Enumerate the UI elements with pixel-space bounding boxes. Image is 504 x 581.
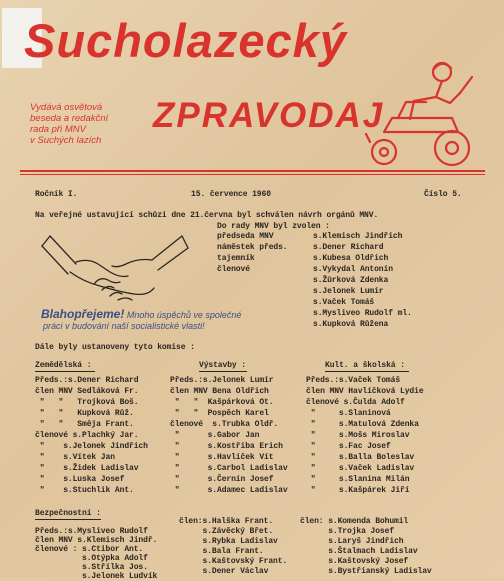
member-line: s.Trojka Josef (300, 527, 395, 536)
masthead-subtitle: ZPRAVODAJ (153, 96, 385, 135)
member-line: s.Kaštovský Josef (300, 557, 409, 566)
member-line: " s.Adamec Ladislav (170, 486, 288, 495)
council-name: s.Vaček Tomáš (313, 298, 375, 307)
tractor-driver-icon (362, 58, 484, 170)
council-name: s.Jelonek Lumír (313, 287, 384, 296)
congrats-big: Blahopřejeme! (41, 307, 125, 321)
member-line: " s.Jelonek Jindřich (35, 442, 148, 451)
member-line: s.Bala Frant. (179, 547, 264, 556)
member-line: Předs.:s.Dener Richard (35, 376, 139, 385)
issue-volume: Ročník I. (35, 190, 78, 199)
commission-heading-bezpecnostni: Bezpečnostní : (35, 509, 101, 518)
member-line: s.Bystřianský Ladislav (300, 567, 432, 576)
member-line: členové s.Plachký Jar. (35, 431, 139, 440)
member-line: s.Laryš Jindřich (300, 537, 404, 546)
council-name: s.Kubesa Oldřich (313, 254, 389, 263)
member-line: členové s.Čulda Adolf (306, 398, 405, 407)
congrats-line2: práci v budování naší socialistické vlasti! (43, 321, 205, 331)
member-line: " " Trojková Boš. (35, 398, 139, 407)
member-line: " s.Slaninová (306, 409, 391, 418)
member-line: " s.Matulová Zdenka (306, 420, 419, 429)
member-line: člen: s.Komenda Bohumil (300, 517, 409, 526)
commissions-intro: Dále byly ustanoveny tyto komise : (35, 343, 195, 352)
congrats-rest: Mnoho úspěchů ve společné (124, 310, 242, 320)
member-line: " s.Mošs Miroslav (306, 431, 410, 440)
commission-heading-kulturni: Kult. a školská : (325, 361, 405, 370)
member-line: " s.Carbol Ladislav (170, 464, 288, 473)
member-line: Předs.:s.Mysliveo Rudolf (35, 527, 148, 536)
member-line: členové s.Trubka Oldř. (170, 420, 279, 429)
member-line: " " Kupková Růž. (35, 409, 134, 418)
member-line: " s.Stuchlik Ant. (35, 486, 134, 495)
member-line: Předs.:s.Jelonek Lumír (170, 376, 274, 385)
member-line: člen:s.Halška Frant. (179, 517, 274, 526)
member-line: " s.Balla Boleslav (306, 453, 415, 462)
member-line: člen MNV Bena Oldřich (170, 387, 269, 396)
council-name: s.Žůrková Zdenka (313, 276, 389, 285)
member-line: s.Kaštovský Frant. (179, 557, 288, 566)
member-line: " s.Slanina Milán (306, 475, 410, 484)
member-line: " s.Gabor Jan (170, 431, 260, 440)
handshake-icon (40, 228, 190, 308)
member-line: " s.Vaček Ladislav (306, 464, 415, 473)
member-line: členové : s.Ctibor Ant. (35, 545, 144, 554)
intro-line: Na veřejné ustavující schůzi dne 21.června byl schválen návrh orgánů MNV. (35, 211, 379, 220)
member-line: " s.Havlíček Vít (170, 453, 274, 462)
heading-underline (35, 371, 95, 372)
member-line: " s.Židek Ladislav (35, 464, 139, 473)
heading-underline (325, 371, 409, 372)
member-line: člen MNV s.Klemisch Jindř. (35, 536, 158, 545)
member-line: " s.Fac Josef (306, 442, 391, 451)
masthead-rule (20, 170, 485, 172)
issue-number: Číslo 5. (424, 190, 462, 199)
member-line: s.Rybka Ladislav (179, 537, 278, 546)
council-role: náměstek předs. (217, 243, 288, 252)
member-line: " s.Vítek Jan (35, 453, 115, 462)
member-line: s.Jelonek Ludvík (35, 572, 158, 581)
commission-heading-vystavby: Výstavby : (199, 361, 247, 370)
member-line: " " Směja Frant. (35, 420, 134, 429)
member-line: " " Kašpárková Ot. (170, 398, 274, 407)
council-role: členové (217, 265, 250, 274)
member-line: s.Závěcký Břet. (179, 527, 274, 536)
masthead-rule-thin (20, 174, 485, 175)
heading-underline (35, 519, 101, 520)
heading-underline (199, 371, 247, 372)
member-line: s.Střílka Jos. (35, 563, 148, 572)
congrats-note (41, 309, 241, 332)
council-name: s.Mysliveo Rudolf ml. (313, 309, 412, 318)
council-role: předseda MNV (217, 232, 274, 241)
masthead-title: Sucholazecký (24, 14, 347, 67)
council-role: tajemník (217, 254, 255, 263)
commission-heading-zemedelska: Zemědělská : (35, 361, 92, 370)
member-line: Předs.:s.Vaček Tomáš (306, 376, 401, 385)
publisher-note: Vydává osvětová beseda a redakční rada při MNV v Suchých lazích (30, 102, 109, 146)
member-line: s.Dener Václav (179, 567, 269, 576)
council-name: s.Kupková Růžena (313, 320, 389, 329)
council-heading: Do rady MNV byl zvolen : (217, 222, 330, 231)
member-line: " s.Luska Josef (35, 475, 125, 484)
member-line: člen MNV Havlíčková Lydie (306, 387, 424, 396)
council-name: s.Dener Richard (313, 243, 384, 252)
member-line: s.Štalmach Ladislav (300, 547, 418, 556)
member-line: " s.Kašpárek Jiří (306, 486, 410, 495)
member-line: " s.Kostřiba Erich (170, 442, 283, 451)
issue-date: 15. července 1960 (191, 190, 271, 199)
member-line: " " Pospěch Karel (170, 409, 269, 418)
member-line: člen MNV Sedláková Fr. (35, 387, 139, 396)
council-name: s.Klemisch Jindřich (313, 232, 403, 241)
member-line: s.Otýpka Adolf (35, 554, 148, 563)
council-name: s.Vykydal Antonín (313, 265, 393, 274)
member-line: " s.Černín Josef (170, 475, 274, 484)
